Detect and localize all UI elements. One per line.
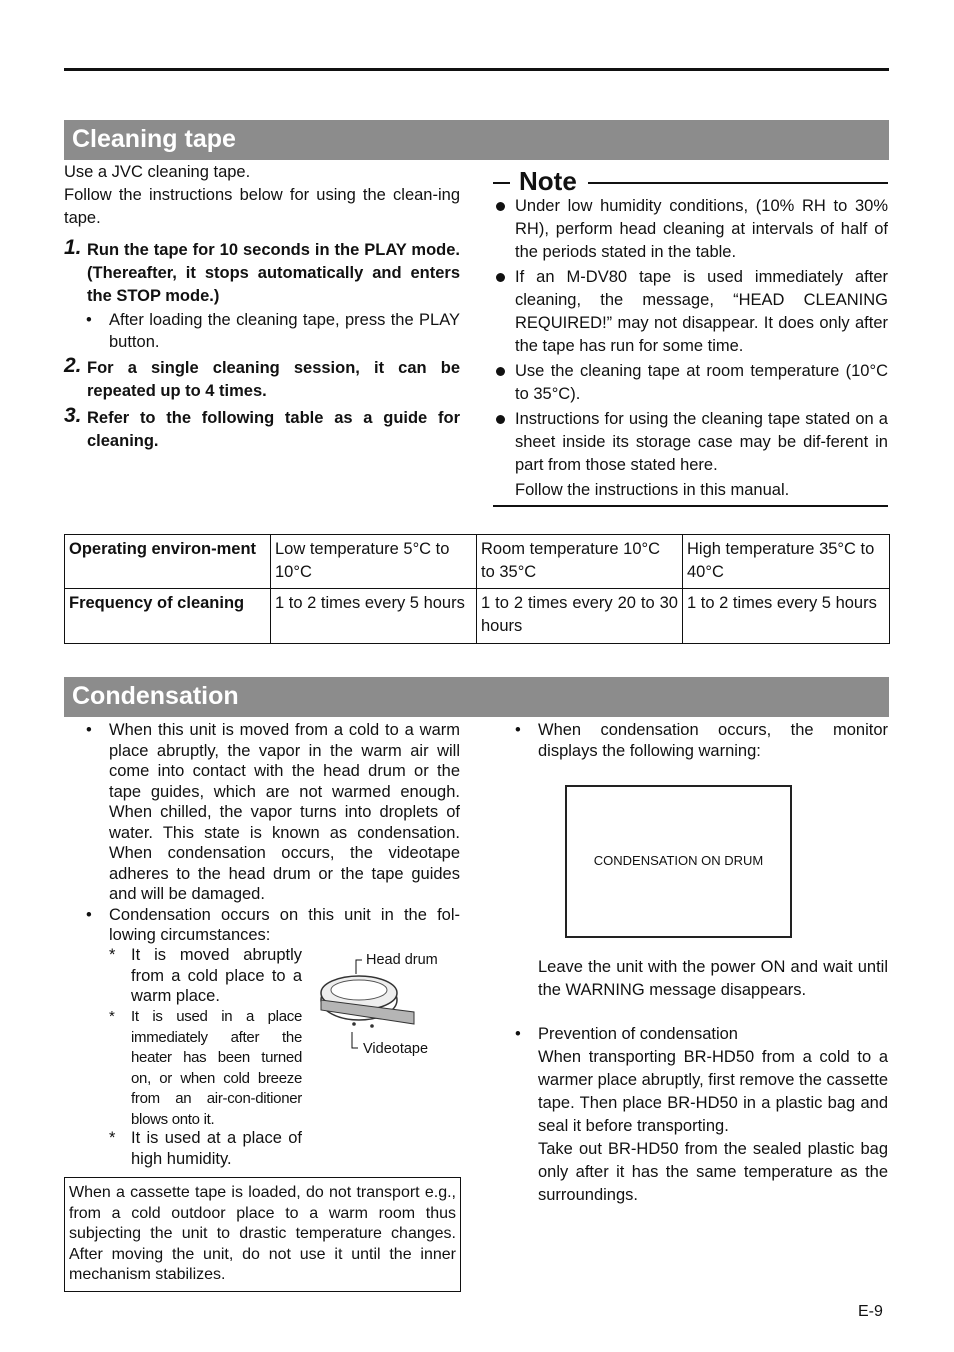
note-item: Under low humidity conditions, (10% RH to 30% RH), perform head cleaning at intervals of half of the periods stated in the table.: [493, 195, 888, 264]
monitor-warning-text: CONDENSATION ON DRUM: [593, 853, 764, 868]
leave-power-on-text: Leave the unit with the power ON and wait until the WARNING message disappears.: [538, 958, 888, 999]
asterisk-glyph: *: [109, 1129, 116, 1147]
prevention-body: When transporting BR-HD50 from a cold to a warmer place abruptly, first remove the cassette tape. Then place BR-HD50 in a plastic bag and seal it before transporting.: [538, 1048, 888, 1135]
table-row: [65, 589, 890, 644]
bullet-glyph: •: [86, 905, 92, 924]
transport-warning-box: When a cassette tape is loaded, do not transport e.g., from a cold outdoor place to a warm room thus subjecting the unit to drastic temperature changes. After moving the unit, do not use it until the inner mechanism stabilizes.: [64, 1177, 461, 1292]
asterisk-glyph: *: [109, 1008, 115, 1025]
cleaning-frequency-table: [64, 534, 890, 644]
step-1: [64, 236, 460, 308]
prevention-body-2: Take out BR-HD50 from the sealed plastic bag only after it has the same temperature as the surroundings.: [538, 1140, 888, 1204]
circumstance-ast-2: [64, 1007, 302, 1130]
note-follow: Follow the instructions in this manual.: [515, 481, 790, 499]
step-text: Refer to the following table as a guide for cleaning.: [87, 409, 460, 450]
bullet-glyph: •: [515, 1025, 521, 1043]
table-cell: 1 to 2 times every 5 hours: [683, 589, 890, 644]
note-header: [493, 166, 888, 196]
condensation-bullet: [493, 720, 888, 761]
circumstance-item: [64, 945, 302, 1007]
bullet-glyph: •: [86, 311, 92, 329]
table-row: [65, 535, 890, 589]
circumstance-item: [64, 1128, 302, 1169]
section-heading-condensation: Condensation: [64, 677, 889, 717]
step-number: 3.: [64, 404, 82, 427]
top-rule: [64, 68, 889, 71]
head-drum-leader-line: [356, 960, 362, 974]
table-row-header: Operating environ-ment: [65, 535, 271, 589]
bullet-glyph: •: [515, 721, 521, 739]
condensation-right-column: [493, 720, 888, 761]
step-number: 1.: [64, 236, 82, 259]
step-text: For a single cleaning session, it can be repeated up to 4 times.: [87, 359, 460, 400]
circumstance-ast-1: [64, 945, 302, 1007]
circumstance-text: It is moved abruptly from a cold place to a warm place.: [131, 946, 302, 1005]
prevention-block: [493, 1023, 888, 1207]
section-heading-cleaning-tape: Cleaning tape: [64, 120, 889, 160]
note-rule-left: [493, 182, 510, 184]
note-title: Note: [519, 166, 577, 196]
step-3: [64, 404, 460, 453]
circumstance-ast-3: [64, 1128, 302, 1169]
videotape-leader-line: [352, 1032, 358, 1048]
step-text: Run the tape for 10 seconds in the PLAY mode. (Thereafter, it stops automatically and enters the STOP mode.): [87, 241, 460, 305]
table-row-header: Frequency of cleaning: [65, 589, 271, 644]
cleaning-intro-2: Follow the instructions below for using the clean-ing tape.: [64, 186, 460, 227]
label-head-drum: Head drum: [366, 952, 438, 968]
note-bottom-rule: [493, 505, 888, 507]
note-item: Instructions for using the cleaning tape stated on a sheet inside its storage case may be dif-ferent in part from those stated here.: [493, 408, 888, 477]
cleaning-left-column: [64, 161, 460, 453]
step-number: 2.: [64, 354, 82, 377]
table-cell: 1 to 2 times every 20 to 30 hours: [477, 589, 683, 644]
drum-screw: [352, 1022, 356, 1026]
circumstance-text: It is used in a place immediately after the heater has been turned on, or when cold breeze from an air-con-ditioner blows onto it.: [131, 1008, 302, 1128]
label-videotape: Videotape: [363, 1041, 429, 1057]
circumstance-item: [64, 1007, 302, 1130]
monitor-warning-screen: [565, 785, 792, 938]
head-drum-inner: [331, 980, 387, 1000]
drum-screw: [370, 1024, 374, 1028]
asterisk-glyph: *: [109, 946, 116, 964]
step-1-bullet: [64, 309, 460, 353]
step-2: [64, 354, 460, 403]
note-list: [493, 195, 888, 502]
note-rule-right: [588, 182, 888, 184]
prevention-bullet: [493, 1023, 888, 1046]
condensation-bullet: [64, 720, 460, 905]
prevention-title: Prevention of condensation: [538, 1025, 738, 1043]
circumstance-text: It is used at a place of high humidity.: [131, 1129, 302, 1168]
cleaning-intro-1: Use a JVC cleaning tape.: [64, 163, 251, 181]
table-cell: 1 to 2 times every 5 hours: [271, 589, 477, 644]
condensation-left-column: [64, 720, 460, 946]
condensation-bullet: [64, 905, 460, 946]
table-cell: Room temperature 10°C to 35°C: [477, 535, 683, 589]
note-item: Use the cleaning tape at room temperature (10°C to 35°C).: [493, 360, 888, 406]
bullet-text: After loading the cleaning tape, press the PLAY button.: [109, 311, 460, 351]
bullet-text: When condensation occurs, the monitor displays the following warning:: [538, 721, 888, 760]
table-cell: High temperature 35°C to 40°C: [683, 535, 890, 589]
table-cell: Low temperature 5°C to 10°C: [271, 535, 477, 589]
note-item: If an M-DV80 tape is used immediately after cleaning, the message, “HEAD CLEANING REQUIRED!” may not disappear. It does only after the tape has run for some time.: [493, 266, 888, 358]
bullet-text: When this unit is moved from a cold to a warm place abruptly, the vapor in the warm air will come into contact with the head drum or the tape guides, which are not warmed enough. When chilled, the vapor turns into droplets of water. This state is known as condensation. When condensation occurs, the videotape adheres to the head drum or the tape guides and will be damaged.: [109, 721, 460, 903]
page-number: E-9: [858, 1303, 883, 1320]
bullet-text: Condensation occurs on this unit in the fol-lowing circumstances:: [109, 905, 460, 944]
bullet-glyph: •: [86, 721, 92, 739]
